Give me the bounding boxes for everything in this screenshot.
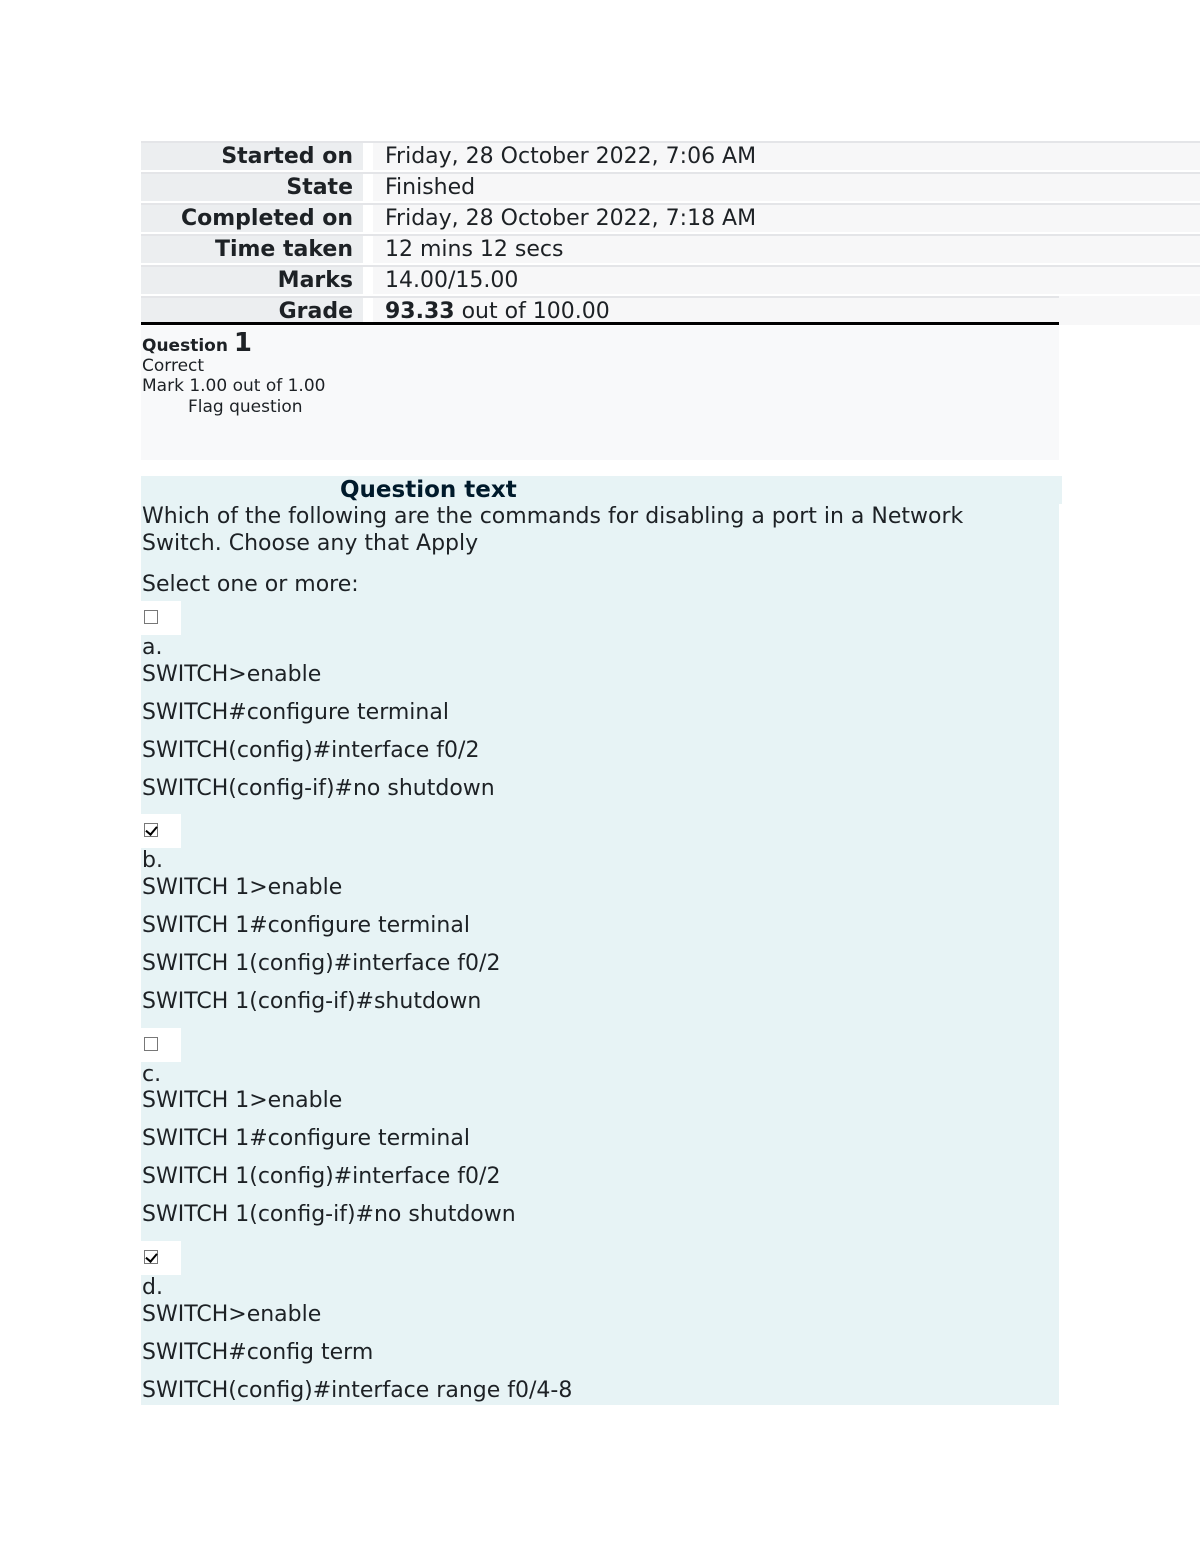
summary-value: 12 mins 12 secs: [363, 236, 1200, 263]
option-line: SWITCH(config-if)#no shutdown: [142, 776, 495, 801]
option-line: SWITCH(config)#interface f0/2: [142, 738, 480, 763]
option-line: SWITCH#configure terminal: [142, 700, 449, 725]
option-line: SWITCH 1>enable: [142, 1088, 343, 1113]
option-letter: d.: [142, 1275, 163, 1300]
question-content: [141, 476, 1059, 1405]
summary-value-grade: [363, 298, 1059, 322]
summary-value: Friday, 28 October 2022, 7:18 AM: [363, 205, 1200, 232]
summary-label: Time taken: [141, 236, 363, 263]
option-line: SWITCH>enable: [142, 1302, 322, 1327]
question-state: Correct: [142, 356, 205, 376]
question-number-value: 1: [233, 328, 252, 358]
summary-row-marks: [141, 265, 1200, 294]
summary-row-started-on: [141, 141, 1200, 170]
summary-row-completed-on: [141, 203, 1200, 232]
checkbox-wrap: [141, 601, 181, 635]
attempt-summary-table: [141, 141, 1200, 327]
answer-checkbox-c[interactable]: [144, 1037, 158, 1051]
option-line: SWITCH 1(config)#interface f0/2: [142, 951, 501, 976]
summary-label: State: [141, 174, 363, 201]
option-line: SWITCH 1>enable: [142, 875, 343, 900]
question-info: [141, 326, 1059, 460]
summary-row-grade: [141, 296, 1059, 325]
grade-row-extension: [1059, 296, 1200, 325]
option-line: SWITCH 1(config-if)#no shutdown: [142, 1202, 516, 1227]
answer-checkbox-a[interactable]: [144, 610, 158, 624]
option-letter: b.: [142, 848, 163, 873]
summary-row-time-taken: [141, 234, 1200, 263]
option-line: SWITCH(config)#interface range f0/4-8: [142, 1378, 573, 1403]
summary-label: Completed on: [141, 205, 363, 232]
answer-checkbox-b[interactable]: [144, 823, 158, 837]
summary-value: Finished: [363, 174, 1200, 201]
summary-value: Friday, 28 October 2022, 7:06 AM: [363, 143, 1200, 170]
checkbox-wrap: [141, 1028, 181, 1062]
option-line: SWITCH 1#configure terminal: [142, 1126, 470, 1151]
question-number-prefix: Question: [142, 336, 234, 356]
answer-prompt: Select one or more:: [142, 572, 359, 597]
option-line: SWITCH>enable: [142, 662, 322, 687]
option-line: SWITCH#config term: [142, 1340, 374, 1365]
question-mark: Mark 1.00 out of 1.00: [142, 376, 326, 396]
checkbox-wrap: [141, 1241, 181, 1275]
checkbox-wrap: [141, 814, 181, 848]
summary-value: 14.00/15.00: [363, 267, 1200, 294]
option-line: SWITCH 1#configure terminal: [142, 913, 470, 938]
summary-row-state: [141, 172, 1200, 201]
option-line: SWITCH 1(config-if)#shutdown: [142, 989, 482, 1014]
answer-checkbox-d[interactable]: [144, 1250, 158, 1264]
question-number: [142, 328, 252, 358]
option-letter: a.: [142, 635, 163, 660]
question-text-heading: Question text: [340, 477, 517, 503]
summary-label: Marks: [141, 267, 363, 294]
grade-suffix: out of 100.00: [454, 299, 610, 324]
option-line: SWITCH 1(config)#interface f0/2: [142, 1164, 501, 1189]
grade-score: 93.33: [385, 299, 455, 324]
summary-label: Started on: [141, 143, 363, 170]
flag-question-link[interactable]: Flag question: [188, 397, 303, 417]
question-text: Which of the following are the commands for disabling a port in a Network Switch. Choose any that Apply: [142, 504, 964, 556]
question-content-edge: [1059, 476, 1062, 504]
option-letter: c.: [142, 1062, 162, 1087]
summary-label: Grade: [141, 298, 363, 322]
